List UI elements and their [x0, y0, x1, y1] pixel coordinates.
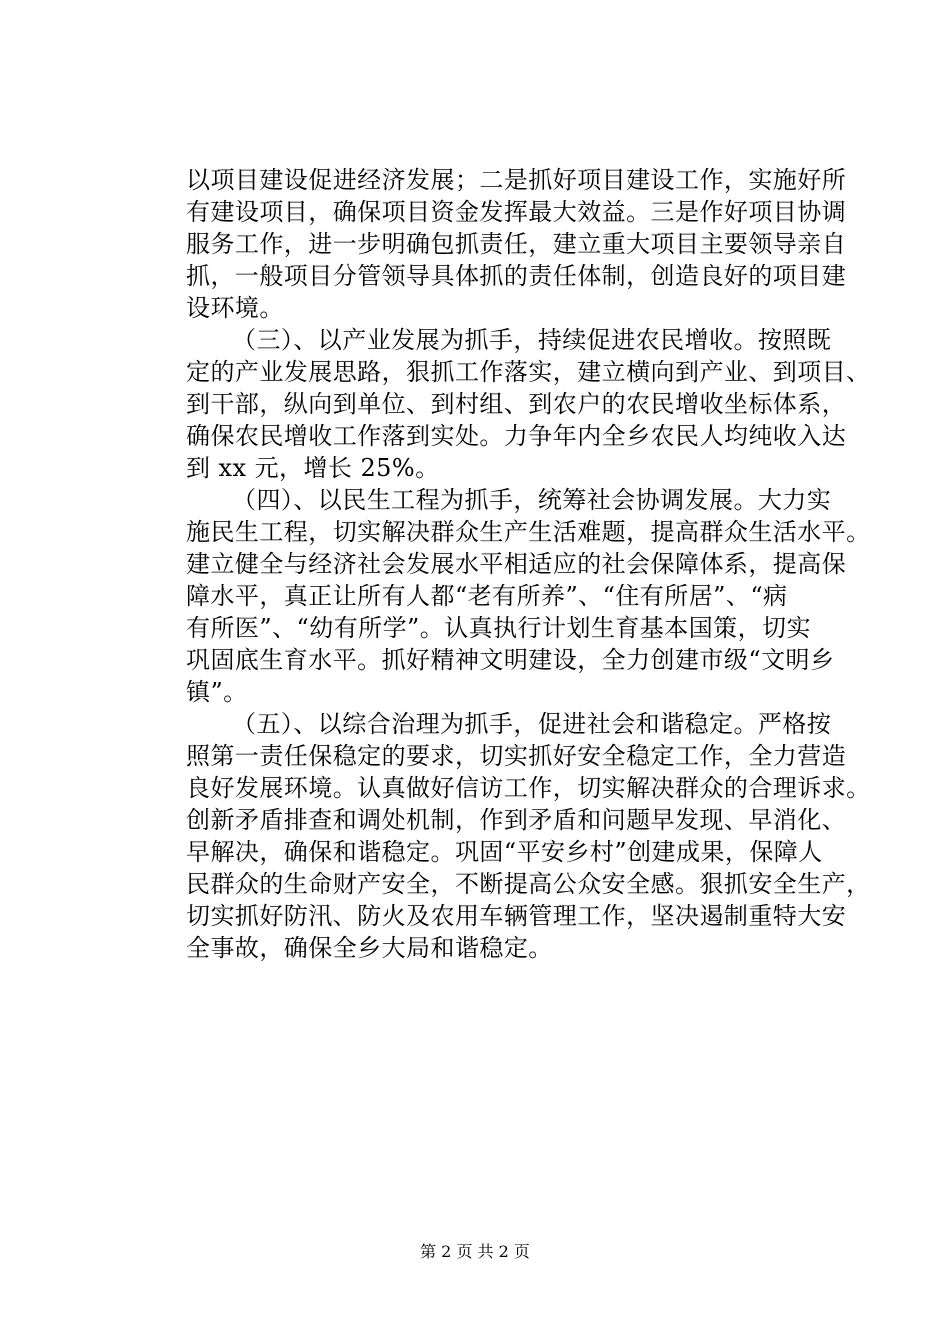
text-line: 服务工作，进一步明确包抓责任，建立重大项目主要领导亲自: [186, 230, 847, 258]
text-line: 障水平，真正让所有人都“老有所养”、“住有所居”、“病: [186, 582, 788, 610]
text-line: 建立健全与经济社会发展水平相适应的社会保障体系，提高保: [186, 550, 847, 578]
document-body: [186, 164, 871, 964]
text-line: 到 xx 元，增长 25%。: [186, 454, 440, 482]
text-line: 全事故，确保全乡大局和谐稳定。: [186, 934, 553, 962]
text-line: 良好发展环境。认真做好信访工作，切实解决群众的合理诉求。: [186, 774, 871, 802]
text-line: 施民生工程，切实解决群众生产生活难题，提高群众生活水平。: [186, 518, 871, 546]
paragraph-2: [186, 324, 871, 484]
page-number-footer: 第 2 页 共 2 页: [420, 1242, 530, 1261]
text-line: 照第一责任保稳定的要求，切实抓好安全稳定工作，全力营造: [186, 742, 847, 770]
text-line: 设环境。: [186, 294, 284, 322]
text-line: 民群众的生命财产安全，不断提高公众安全感。狠抓安全生产，: [186, 870, 871, 898]
text-line: 有建设项目，确保项目资金发挥最大效益。三是作好项目协调: [186, 198, 847, 226]
text-line: 确保农民增收工作落到实处。力争年内全乡农民人均纯收入达: [186, 422, 847, 450]
text-line: 镇”。: [186, 678, 248, 706]
text-line: 早解决，确保和谐稳定。巩固“平安乡村”创建成果，保障人: [186, 838, 823, 866]
text-line: 有所医”、“幼有所学”。认真执行计划生育基本国策，切实: [186, 614, 811, 642]
text-line: 以项目建设促进经济发展；二是抓好项目建设工作，实施好所: [186, 166, 847, 194]
text-line: 到干部，纵向到单位、到村组、到农户的农民增收坐标体系，: [186, 390, 847, 418]
text-line: 定的产业发展思路，狠抓工作落实，建立横向到产业、到项目、: [186, 358, 871, 386]
text-line: 抓，一般项目分管领导具体抓的责任体制，创造良好的项目建: [186, 262, 847, 290]
text-line: 创新矛盾排查和调处机制，作到矛盾和问题早发现、早消化、: [186, 806, 847, 834]
text-line: 切实抓好防汛、防火及农用车辆管理工作，坚决遏制重特大安: [186, 902, 847, 930]
paragraph-3: [186, 484, 871, 708]
text-line: （五）、以综合治理为抓手，促进社会和谐稳定。严格按: [232, 710, 832, 738]
paragraph-1: [186, 164, 847, 324]
text-line: （四）、以民生工程为抓手，统筹社会协调发展。大力实: [232, 486, 832, 514]
paragraph-4: [186, 708, 871, 964]
text-line: 巩固底生育水平。抓好精神文明建设，全力创建市级“文明乡: [186, 646, 835, 674]
text-line: （三）、以产业发展为抓手，持续促进农民增收。按照既: [232, 326, 832, 354]
